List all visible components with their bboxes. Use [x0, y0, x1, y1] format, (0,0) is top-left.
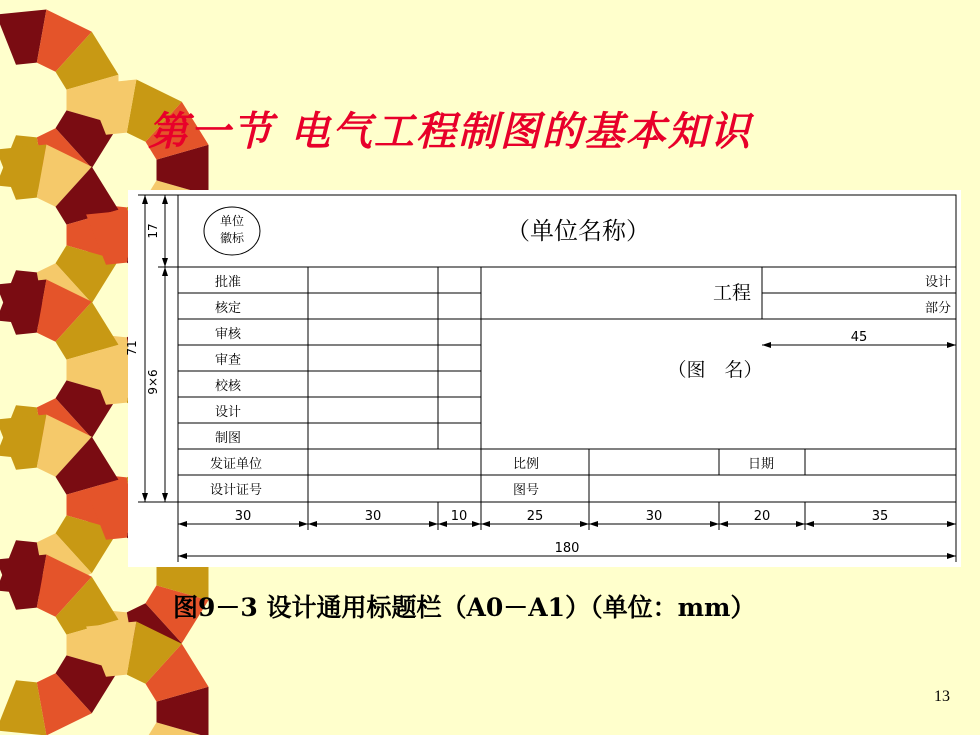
dim-total-width: 180: [554, 541, 580, 556]
dim-col-6: 20: [753, 509, 771, 524]
dimension-arrowheads: [142, 195, 956, 559]
approval-row-4: 审查: [214, 353, 242, 368]
title-block-drawing: [125, 190, 961, 567]
dim-col-3: 10: [450, 509, 468, 524]
dim-header-height: 17: [146, 223, 160, 239]
dim-col-2: 30: [364, 509, 382, 524]
slide-title: 第一节 电气工程制图的基本知识: [148, 108, 752, 155]
dim-col-4: 25: [526, 509, 544, 524]
approval-row-6: 设计: [214, 405, 242, 420]
approval-row-1: 批准: [214, 275, 242, 290]
logo-label-line2: 徽标: [219, 231, 245, 245]
dim-col-5: 30: [645, 509, 663, 524]
dim-col-7: 35: [871, 509, 889, 524]
drawing-name: （图 名）: [667, 359, 763, 381]
dim-part-width: 45: [850, 330, 868, 345]
figure-caption: 图9－3 设计通用标题栏（A0－A1）（单位：mm）: [173, 593, 756, 622]
logo-label-line1: 单位: [219, 214, 245, 228]
dim-col-1: 30: [234, 509, 252, 524]
project-label: 工程: [712, 282, 752, 304]
dim-row-height: 9×6: [146, 369, 160, 395]
approval-row-2: 核定: [214, 301, 242, 316]
design-label: 设计: [924, 275, 951, 290]
dim-total-height: 71: [125, 340, 139, 356]
approval-row-7: 制图: [214, 431, 242, 446]
page-number: 13: [934, 688, 950, 705]
approval-row-5: 校核: [214, 379, 242, 394]
design-cert-label: 设计证号: [209, 483, 263, 498]
decorative-fan-border: [0, 0, 130, 735]
unit-name: （单位名称）: [506, 217, 650, 245]
issue-unit-label: 发证单位: [209, 457, 263, 472]
approval-row-3: 审核: [214, 327, 242, 342]
drawing-no-label: 图号: [512, 483, 540, 498]
date-label: 日期: [747, 457, 775, 472]
scale-label: 比例: [512, 457, 540, 472]
dimension-lines: [138, 195, 956, 562]
part-label: 部分: [924, 301, 951, 316]
